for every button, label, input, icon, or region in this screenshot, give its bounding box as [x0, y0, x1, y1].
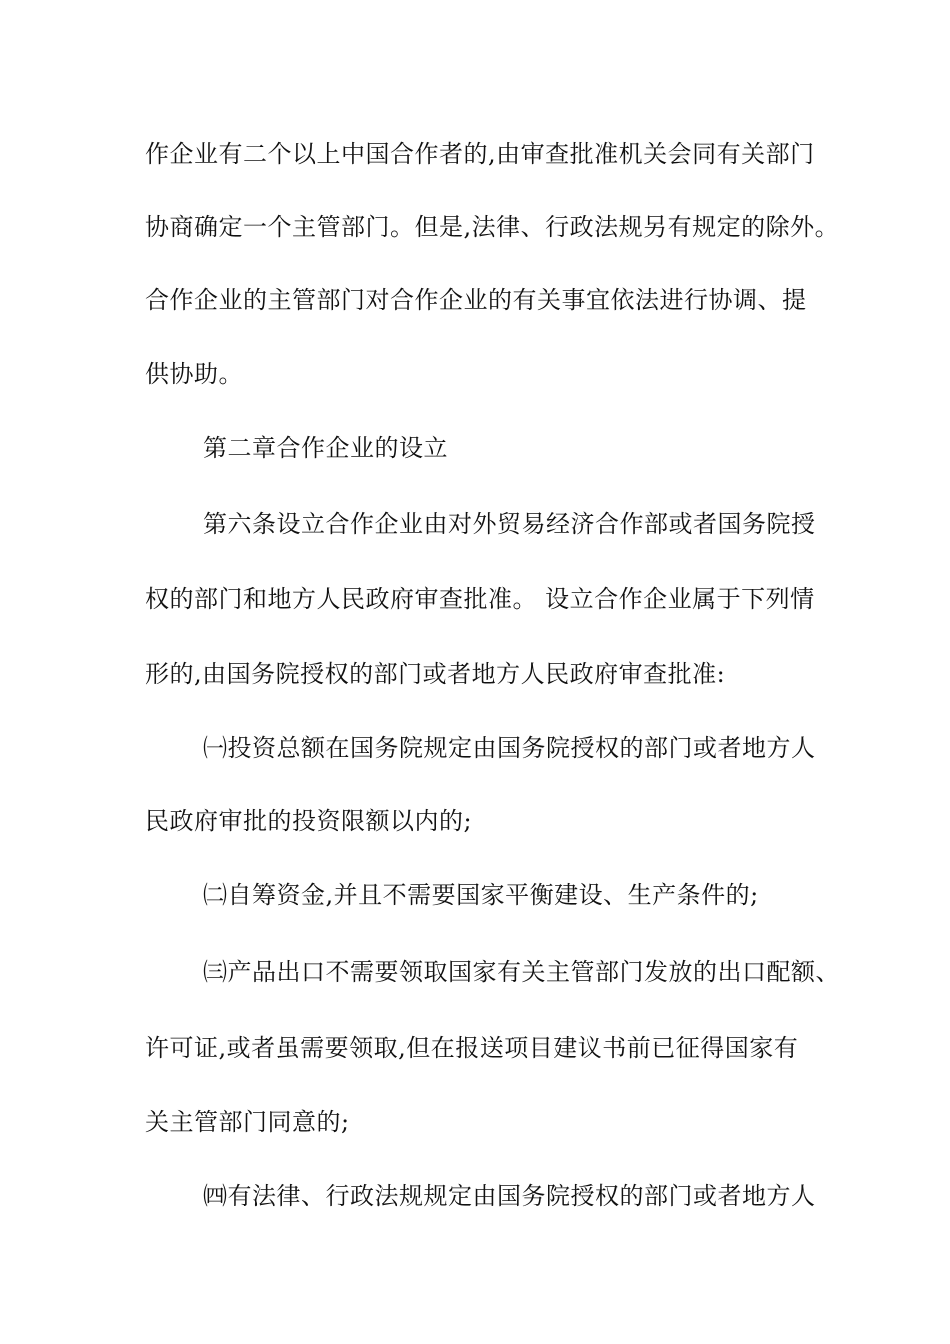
- text-line: 权的部门和地方人民政府审查批准。 设立合作企业属于下列情: [145, 585, 815, 613]
- text-line: 许可证,或者虽需要领取,但在报送项目建议书前已征得国家有: [145, 1034, 799, 1062]
- text-line: 作企业有二个以上中国合作者的,由审查批准机关会同有关部门: [145, 140, 815, 168]
- text-line: 合作企业的主管部门对合作企业的有关事宜依法进行协调、提: [145, 286, 807, 314]
- text-line: 协商确定一个主管部门。但是,法律、行政法规另有规定的除外。: [145, 213, 840, 241]
- list-item-text: ㈡自筹资金,并且不需要国家平衡建设、生产条件的;: [203, 881, 759, 909]
- text-line: 形的,由国务院授权的部门或者地方人民政府审查批准:: [145, 660, 726, 688]
- list-item-text: ㈠投资总额在国务院规定由国务院授权的部门或者地方人: [203, 734, 816, 762]
- list-item-text: ㈣有法律、行政法规规定由国务院授权的部门或者地方人: [203, 1182, 816, 1210]
- list-item-text: ㈢产品出口不需要领取国家有关主管部门发放的出口配额、: [203, 958, 840, 986]
- text-line: 第六条设立合作企业由对外贸易经济合作部或者国务院授: [203, 510, 816, 538]
- chapter-heading: 第二章合作企业的设立: [203, 434, 448, 462]
- text-line: 民政府审批的投资限额以内的;: [145, 807, 473, 835]
- text-line: 关主管部门同意的;: [145, 1108, 350, 1136]
- text-line: 供协助。: [145, 360, 243, 388]
